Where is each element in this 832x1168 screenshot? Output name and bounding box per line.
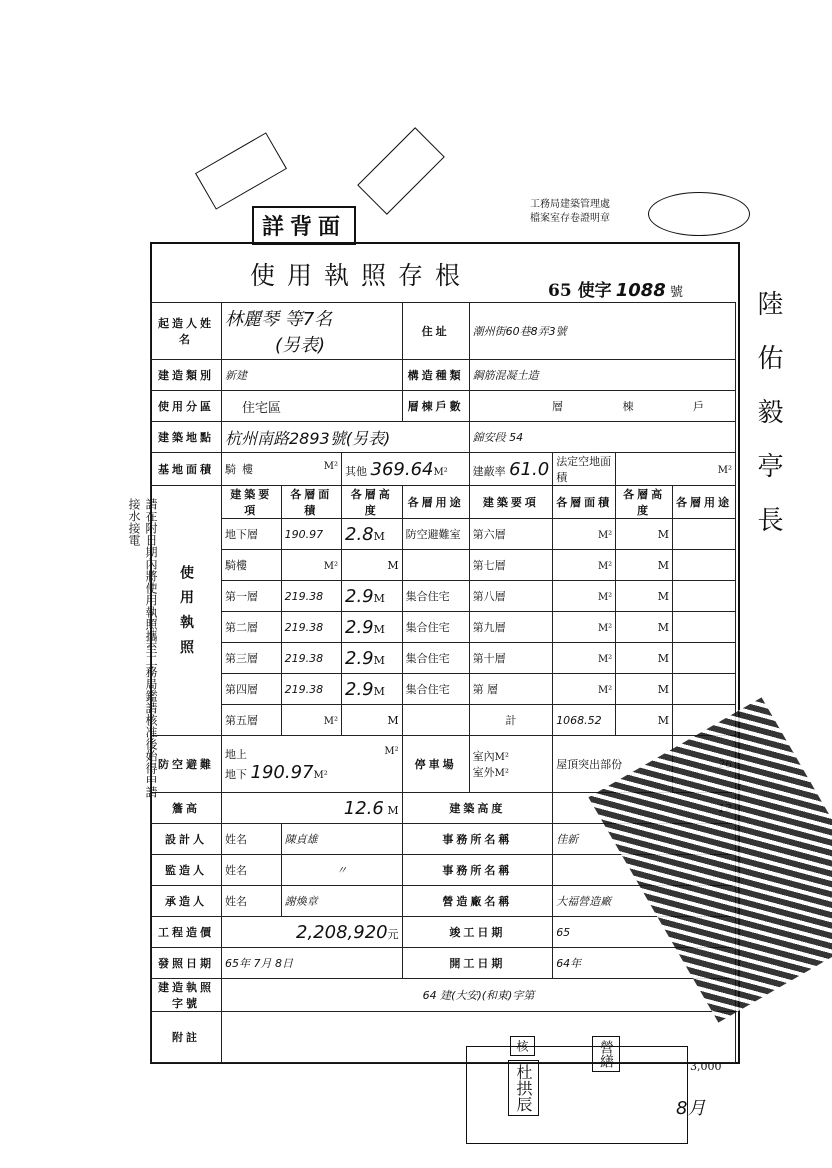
floor-row: 第三層 219.38 2.9M 集合住宅 第十層 M² M	[151, 643, 736, 674]
form-title: 使用執照存根	[250, 261, 473, 290]
cost-label: 工程造價	[151, 917, 222, 948]
issue-value: 65年 7月 8日	[222, 948, 403, 979]
archive-stamp: 工務局建築管理處 檔案室存卷證明章	[530, 199, 610, 224]
other-cell: 其他 369.64M²	[342, 453, 470, 486]
total-area: 1068.52	[553, 705, 616, 736]
eave-label: 簷高	[151, 793, 222, 824]
floor-header-use-right: 各層用途	[672, 486, 735, 519]
category-label: 建造類別	[151, 360, 222, 391]
structure-value: 鋼筋混凝土造	[469, 360, 735, 391]
designer-name-label: 姓名	[222, 824, 282, 855]
office-value: 佳新	[553, 824, 736, 855]
floor-row: 第二層 219.38 2.9M 集合住宅 第九層 M² M	[151, 612, 736, 643]
supervisor-label: 監造人	[151, 855, 222, 886]
supervisor-office-label: 事務所名稱	[402, 855, 553, 886]
floor-header-item-right: 建築要項	[469, 486, 553, 519]
company-value: 大福營造廠	[553, 886, 736, 917]
shelter-values: 地上 M² 地下 190.97M²	[222, 736, 403, 793]
supervisor-value: 〃	[281, 855, 402, 886]
builder-value: 林麗琴 等7名 (另表)	[222, 303, 403, 360]
bottom-seal-strip	[466, 1046, 688, 1144]
site-value: 杭州南路2893號(另表)	[222, 422, 470, 453]
permit-label: 建造執照字號	[151, 979, 222, 1012]
floor-section-label: 使 用 執 照	[151, 486, 222, 736]
date-mark: 8月	[676, 1098, 706, 1119]
contractor-name-label: 姓名	[222, 886, 282, 917]
cost-value: 2,208,920元	[222, 917, 403, 948]
floor-header-height-right: 各層高度	[616, 486, 673, 519]
zone-label: 使用分區	[151, 391, 222, 422]
lot-value: 錦安段 54	[469, 422, 735, 453]
floor-header-use: 各層用途	[402, 486, 469, 519]
address-label: 住址	[402, 303, 469, 360]
company-label: 營造廠名稱	[402, 886, 553, 917]
done-value: 65	[553, 917, 736, 948]
issue-label: 發照日期	[151, 948, 222, 979]
floor-row: 地下層 190.97 2.8M 防空避難室 第六層 M² M	[151, 519, 736, 550]
construction-seal: 營繕	[592, 1036, 620, 1072]
structure-label: 構造種類	[402, 360, 469, 391]
eave-value: 12.6 M	[222, 793, 403, 824]
floor-header-item: 建築要項	[222, 486, 282, 519]
supervisor-name-label: 姓名	[222, 855, 282, 886]
site-label: 建築地點	[151, 422, 222, 453]
builder-label: 起造人姓名	[151, 303, 222, 360]
parking-values: 室內M² 室外M²	[469, 736, 553, 793]
contractor-value: 謝煥章	[281, 886, 402, 917]
contractor-label: 承造人	[151, 886, 222, 917]
floor-row: 第五層 M² M 計 1068.52 M	[151, 705, 736, 736]
legal-open-label: 法定空地面積	[553, 453, 616, 486]
floor-header-area: 各層面積	[281, 486, 341, 519]
category-value: 新建	[222, 360, 403, 391]
note-label: 附註	[151, 1012, 222, 1063]
fee-amount: 3,000	[690, 1060, 722, 1073]
left-margin-text: 請在附日期內將使用執照攜至工務局鑑請核准後始得申請接水接電	[127, 498, 158, 798]
arcade-cell: 騎樓 M²	[222, 453, 342, 486]
roof-label: 屋頂突出部份	[553, 736, 673, 793]
floor-row: 第一層 219.38 2.9M 集合住宅 第八層 M² M	[151, 581, 736, 612]
oval-stamp	[648, 192, 750, 236]
slanted-stamp-left	[195, 132, 287, 209]
floors-label: 層棟戶數	[402, 391, 469, 422]
legal-open-value: M²	[616, 453, 736, 486]
approval-seal: 核	[510, 1036, 535, 1056]
office-label: 事務所名稱	[402, 824, 553, 855]
designer-label: 設計人	[151, 824, 222, 855]
inspector-seal: 杜拱辰	[508, 1060, 539, 1116]
address-value: 潮州街60巷8弄3號	[469, 303, 735, 360]
permit-value: 64 建(大安)(和東)字第	[222, 979, 736, 1012]
floor-header-area-right: 各層面積	[553, 486, 616, 519]
shelter-label: 防空避難	[151, 736, 222, 793]
bheight-label: 建築高度	[402, 793, 553, 824]
start-label: 開工日期	[402, 948, 553, 979]
coverage-cell: 建蔽率 61.0	[469, 453, 553, 486]
designer-value: 陳貞雄	[281, 824, 402, 855]
permit-grid	[150, 302, 736, 1063]
floor-row: 第四層 219.38 2.9M 集合住宅 第 層 M² M	[151, 674, 736, 705]
zone-value: 住宅區	[222, 391, 403, 422]
parking-label: 停車場	[402, 736, 469, 793]
right-margin-text: 陸佑毅亭長	[753, 290, 783, 560]
back-page-tag: 詳背面	[252, 206, 356, 245]
area-label: 基地面積	[151, 453, 222, 486]
slanted-stamp-mid	[357, 127, 445, 215]
permit-number: 65 使字 1088 號	[548, 280, 683, 301]
done-label: 竣工日期	[402, 917, 553, 948]
floors-value: 層 棟 戶	[469, 391, 735, 422]
floor-row: 騎樓 M² M 第七層 M² M	[151, 550, 736, 581]
start-value: 64年	[553, 948, 736, 979]
floor-header-height: 各層高度	[342, 486, 403, 519]
